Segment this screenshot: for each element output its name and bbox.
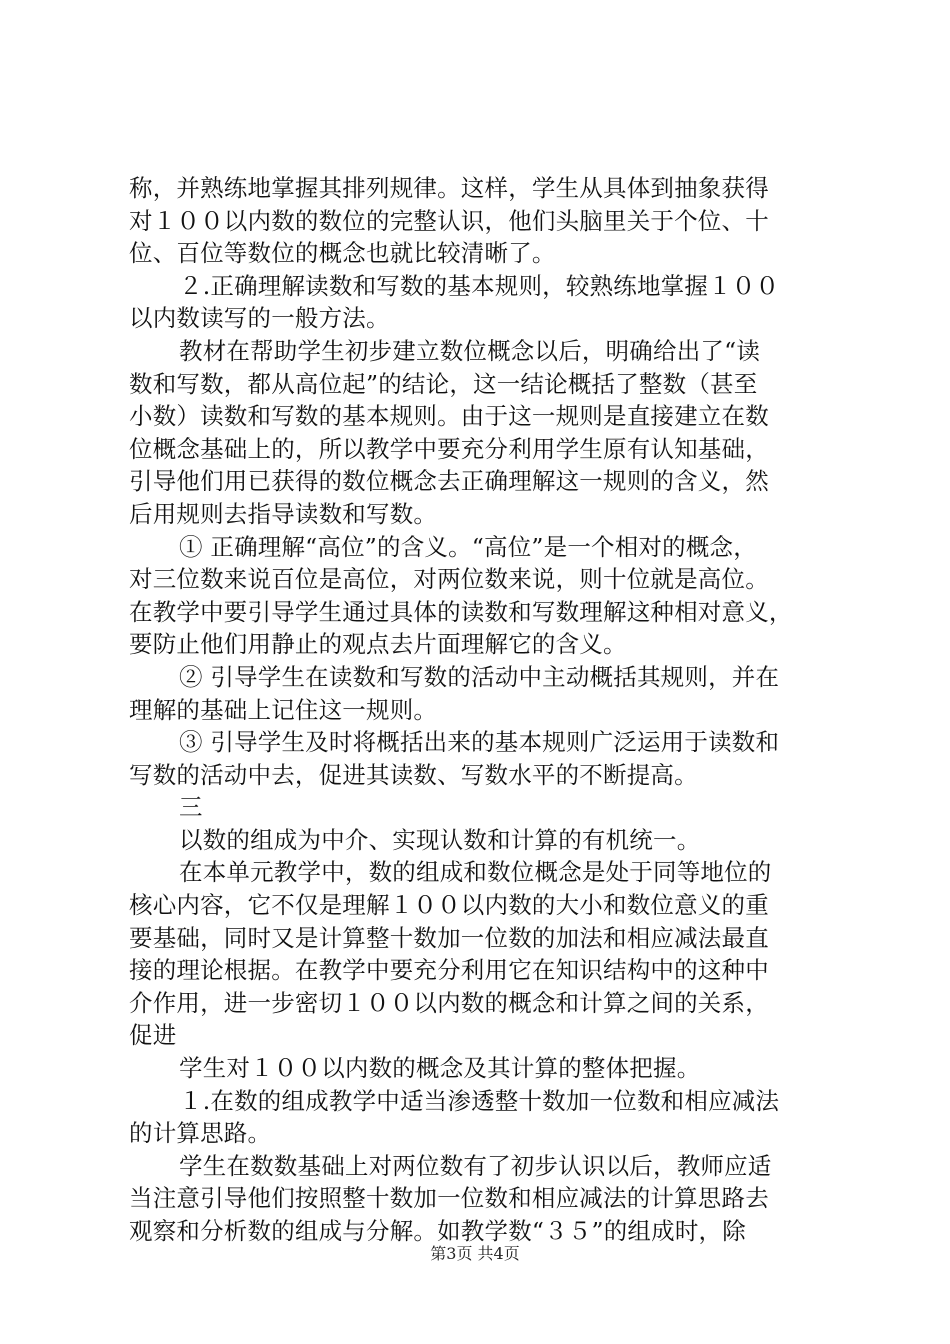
document-body [129, 172, 837, 1248]
text-line: １.在数的组成教学中适当渗透整十数加一位数和相应减法 [179, 1086, 780, 1115]
text-line: 位、百位等数位的概念也就比较清晰了。 [129, 239, 556, 268]
text-line: 以数的组成为中介、实现认数和计算的有机统一。 [179, 825, 701, 854]
text-line: 在教学中要引导学生通过具体的读数和写数理解这种相对意义， [129, 597, 793, 626]
text-line: 教材在帮助学生初步建立数位概念以后，明确给出了“读 [179, 336, 761, 365]
text-line: ② 引导学生在读数和写数的活动中主动概括其规则，并在 [179, 662, 780, 691]
text-line: 促进 [129, 1021, 177, 1050]
text-line: ③ 引导学生及时将概括出来的基本规则广泛运用于读数和 [179, 728, 780, 757]
page-footer: 第3页 共4页 [430, 1244, 520, 1263]
text-line: 引导他们用已获得的数位概念去正确理解这一规则的含义，然 [129, 467, 769, 496]
text-line: 对三位数来说百位是高位，对两位数来说，则十位就是高位。 [129, 565, 769, 594]
text-line: 数和写数，都从高位起”的结论，这一结论概括了整数（甚至 [129, 369, 758, 398]
text-line: 学生对１００以内数的概念及其计算的整体把握。 [179, 1054, 701, 1083]
text-line: 学生在数数基础上对两位数有了初步认识以后，教师应适 [179, 1151, 772, 1180]
text-line: 后用规则去指导读数和写数。 [129, 499, 438, 528]
text-line: 观察和分析数的组成与分解。如教学数“３５”的组成时，除 [129, 1217, 746, 1245]
text-line: 理解的基础上记住这一规则。 [129, 695, 438, 724]
text-line: 的计算思路。 [129, 1119, 272, 1148]
text-line: 要基础，同时又是计算整十数加一位数的加法和相应减法最直 [129, 923, 769, 952]
text-line: 以内数读写的一般方法。 [129, 304, 390, 333]
text-line: 核心内容，它不仅是理解１００以内数的大小和数位意义的重 [129, 891, 769, 920]
text-line: 三 [179, 793, 203, 822]
text-line: ① 正确理解“高位”的含义。“高位”是一个相对的概念， [179, 532, 757, 561]
text-line: 称，并熟练地掌握其排列规律。这样，学生从具体到抽象获得 [129, 174, 769, 202]
text-line: 小数）读数和写数的基本规则。由于这一规则是直接建立在数 [129, 402, 769, 431]
text-line: 要防止他们用静止的观点去片面理解它的含义。 [129, 630, 627, 659]
text-line: 对１００以内数的数位的完整认识，他们头脑里关于个位、十 [129, 206, 769, 235]
text-line: 接的理论根据。在教学中要充分利用它在知识结构中的这种中 [129, 956, 769, 985]
text-line: 位概念基础上的，所以教学中要充分利用学生原有认知基础， [129, 434, 769, 463]
text-line: ２.正确理解读数和写数的基本规则，较熟练地掌握１００ [179, 271, 780, 300]
text-line: 当注意引导他们按照整十数加一位数和相应减法的计算思路去 [129, 1184, 769, 1213]
text-line: 写数的活动中去，促进其读数、写数水平的不断提高。 [129, 760, 698, 789]
text-line: 介作用，进一步密切１００以内数的概念和计算之间的关系， [129, 988, 769, 1017]
text-line: 在本单元教学中，数的组成和数位概念是处于同等地位的 [179, 858, 772, 887]
